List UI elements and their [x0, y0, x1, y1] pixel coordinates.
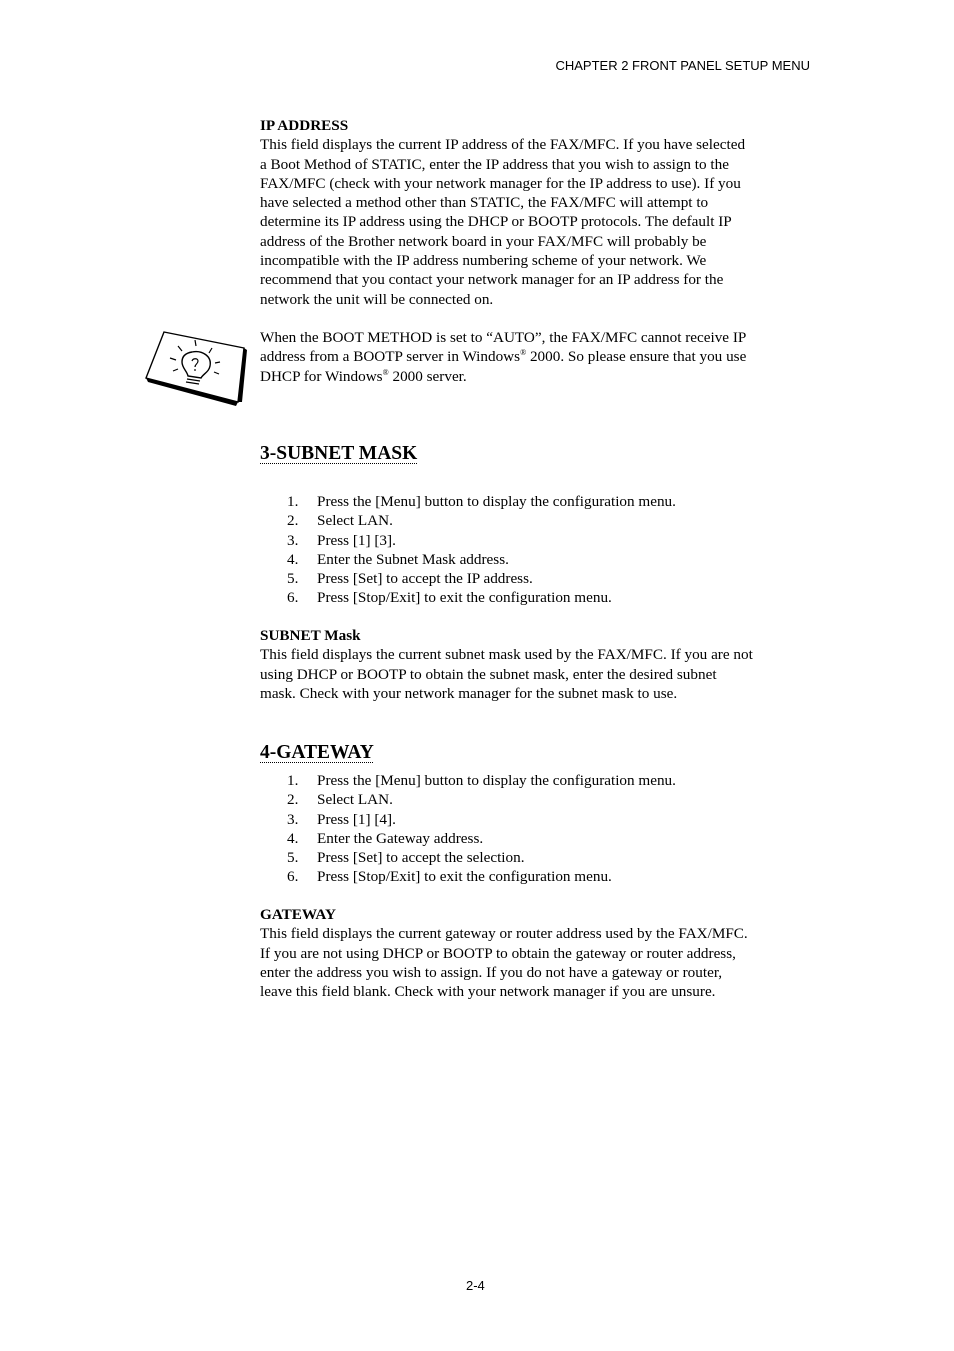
registered-mark: ® [382, 367, 389, 377]
tip-note [260, 328, 812, 386]
paragraph-line: FAX/MFC (check with your network manager for the IP address to use). If you [260, 174, 741, 192]
gateway-heading: 4-GATEWAY [260, 742, 374, 763]
subnet-mask-heading: 3-SUBNET MASK [260, 443, 418, 464]
subnet-mask-field-title: SUBNET Mask [260, 627, 361, 644]
paragraph-line: a Boot Method of STATIC, enter the IP address that you wish to assign to the [260, 155, 729, 173]
ip-address-description [260, 135, 812, 309]
subnet-mask-steps [260, 492, 812, 608]
list-item: 4. Enter the Subnet Mask address. [287, 550, 509, 568]
ip-address-section [260, 116, 812, 309]
paragraph-line: enter the address you wish to assign. If you do not have a gateway or router, [260, 963, 723, 981]
paragraph-line: If you are not using DHCP or BOOTP to obtain the gateway or router address, [260, 944, 736, 962]
paragraph-line: leave this field blank. Check with your network manager if you are unsure. [260, 983, 716, 1001]
list-item: 4. Enter the Gateway address. [287, 829, 484, 847]
paragraph-line: This field displays the current subnet mask used by the FAX/MFC. If you are not [260, 646, 753, 664]
list-item: 2. Select LAN. [287, 512, 393, 530]
list-item: 6. Press [Stop/Exit] to exit the configuration menu. [287, 868, 612, 886]
registered-mark: ® [520, 348, 527, 358]
tip-line: When the BOOT METHOD is set to “AUTO”, the FAX/MFC cannot receive IP [260, 329, 747, 346]
tip-line: DHCP for Windows® 2000 server. [260, 367, 467, 385]
page-number: 2-4 [466, 1278, 485, 1293]
gateway-field-title: GATEWAY [260, 906, 336, 923]
list-item: 1. Press the [Menu] button to display the configuration menu. [287, 772, 676, 789]
paragraph-line: mask. Check with your network manager for the subnet mask to use. [260, 684, 678, 702]
gateway-field [260, 905, 812, 1001]
gateway-steps [260, 771, 812, 887]
list-item: 3. Press [1] [3]. [287, 531, 396, 549]
paragraph-line: This field displays the current IP address of the FAX/MFC. If you have selected [260, 136, 746, 154]
list-item: 5. Press [Set] to accept the IP address. [287, 570, 533, 588]
paragraph-line: have selected a method other than STATIC, the FAX/MFC will attempt to [260, 194, 709, 212]
list-item: 5. Press [Set] to accept the selection. [287, 849, 525, 867]
paragraph-line: This field displays the current gateway or router address used by the FAX/MFC. [260, 925, 748, 943]
paragraph-line: incompatible with the IP address numbering scheme of your network. We [260, 252, 707, 270]
lightbulb-tip-icon [140, 326, 248, 406]
list-item: 6. Press [Stop/Exit] to exit the configuration menu. [287, 589, 612, 607]
tip-line: address from a BOOTP server in Windows® 2000. So please ensure that you use [260, 348, 747, 366]
paragraph-line: address of the Brother network board in your FAX/MFC will probably be [260, 232, 707, 250]
paragraph-line: network the unit will be connected on. [260, 290, 494, 308]
paragraph-line: using DHCP or BOOTP to obtain the subnet mask, enter the desired subnet [260, 665, 717, 683]
chapter-header: CHAPTER 2 FRONT PANEL SETUP MENU [555, 58, 810, 73]
list-item: 2. Select LAN. [287, 791, 393, 809]
ip-address-title: IP ADDRESS [260, 117, 349, 134]
list-item: 3. Press [1] [4]. [287, 810, 396, 828]
list-item: 1. Press the [Menu] button to display the configuration menu. [287, 493, 676, 510]
paragraph-line: determine its IP address using the DHCP or BOOTP protocols. The default IP [260, 213, 732, 231]
subnet-mask-field [260, 626, 812, 703]
paragraph-line: recommend that you contact your network manager for an IP address for the [260, 271, 724, 289]
